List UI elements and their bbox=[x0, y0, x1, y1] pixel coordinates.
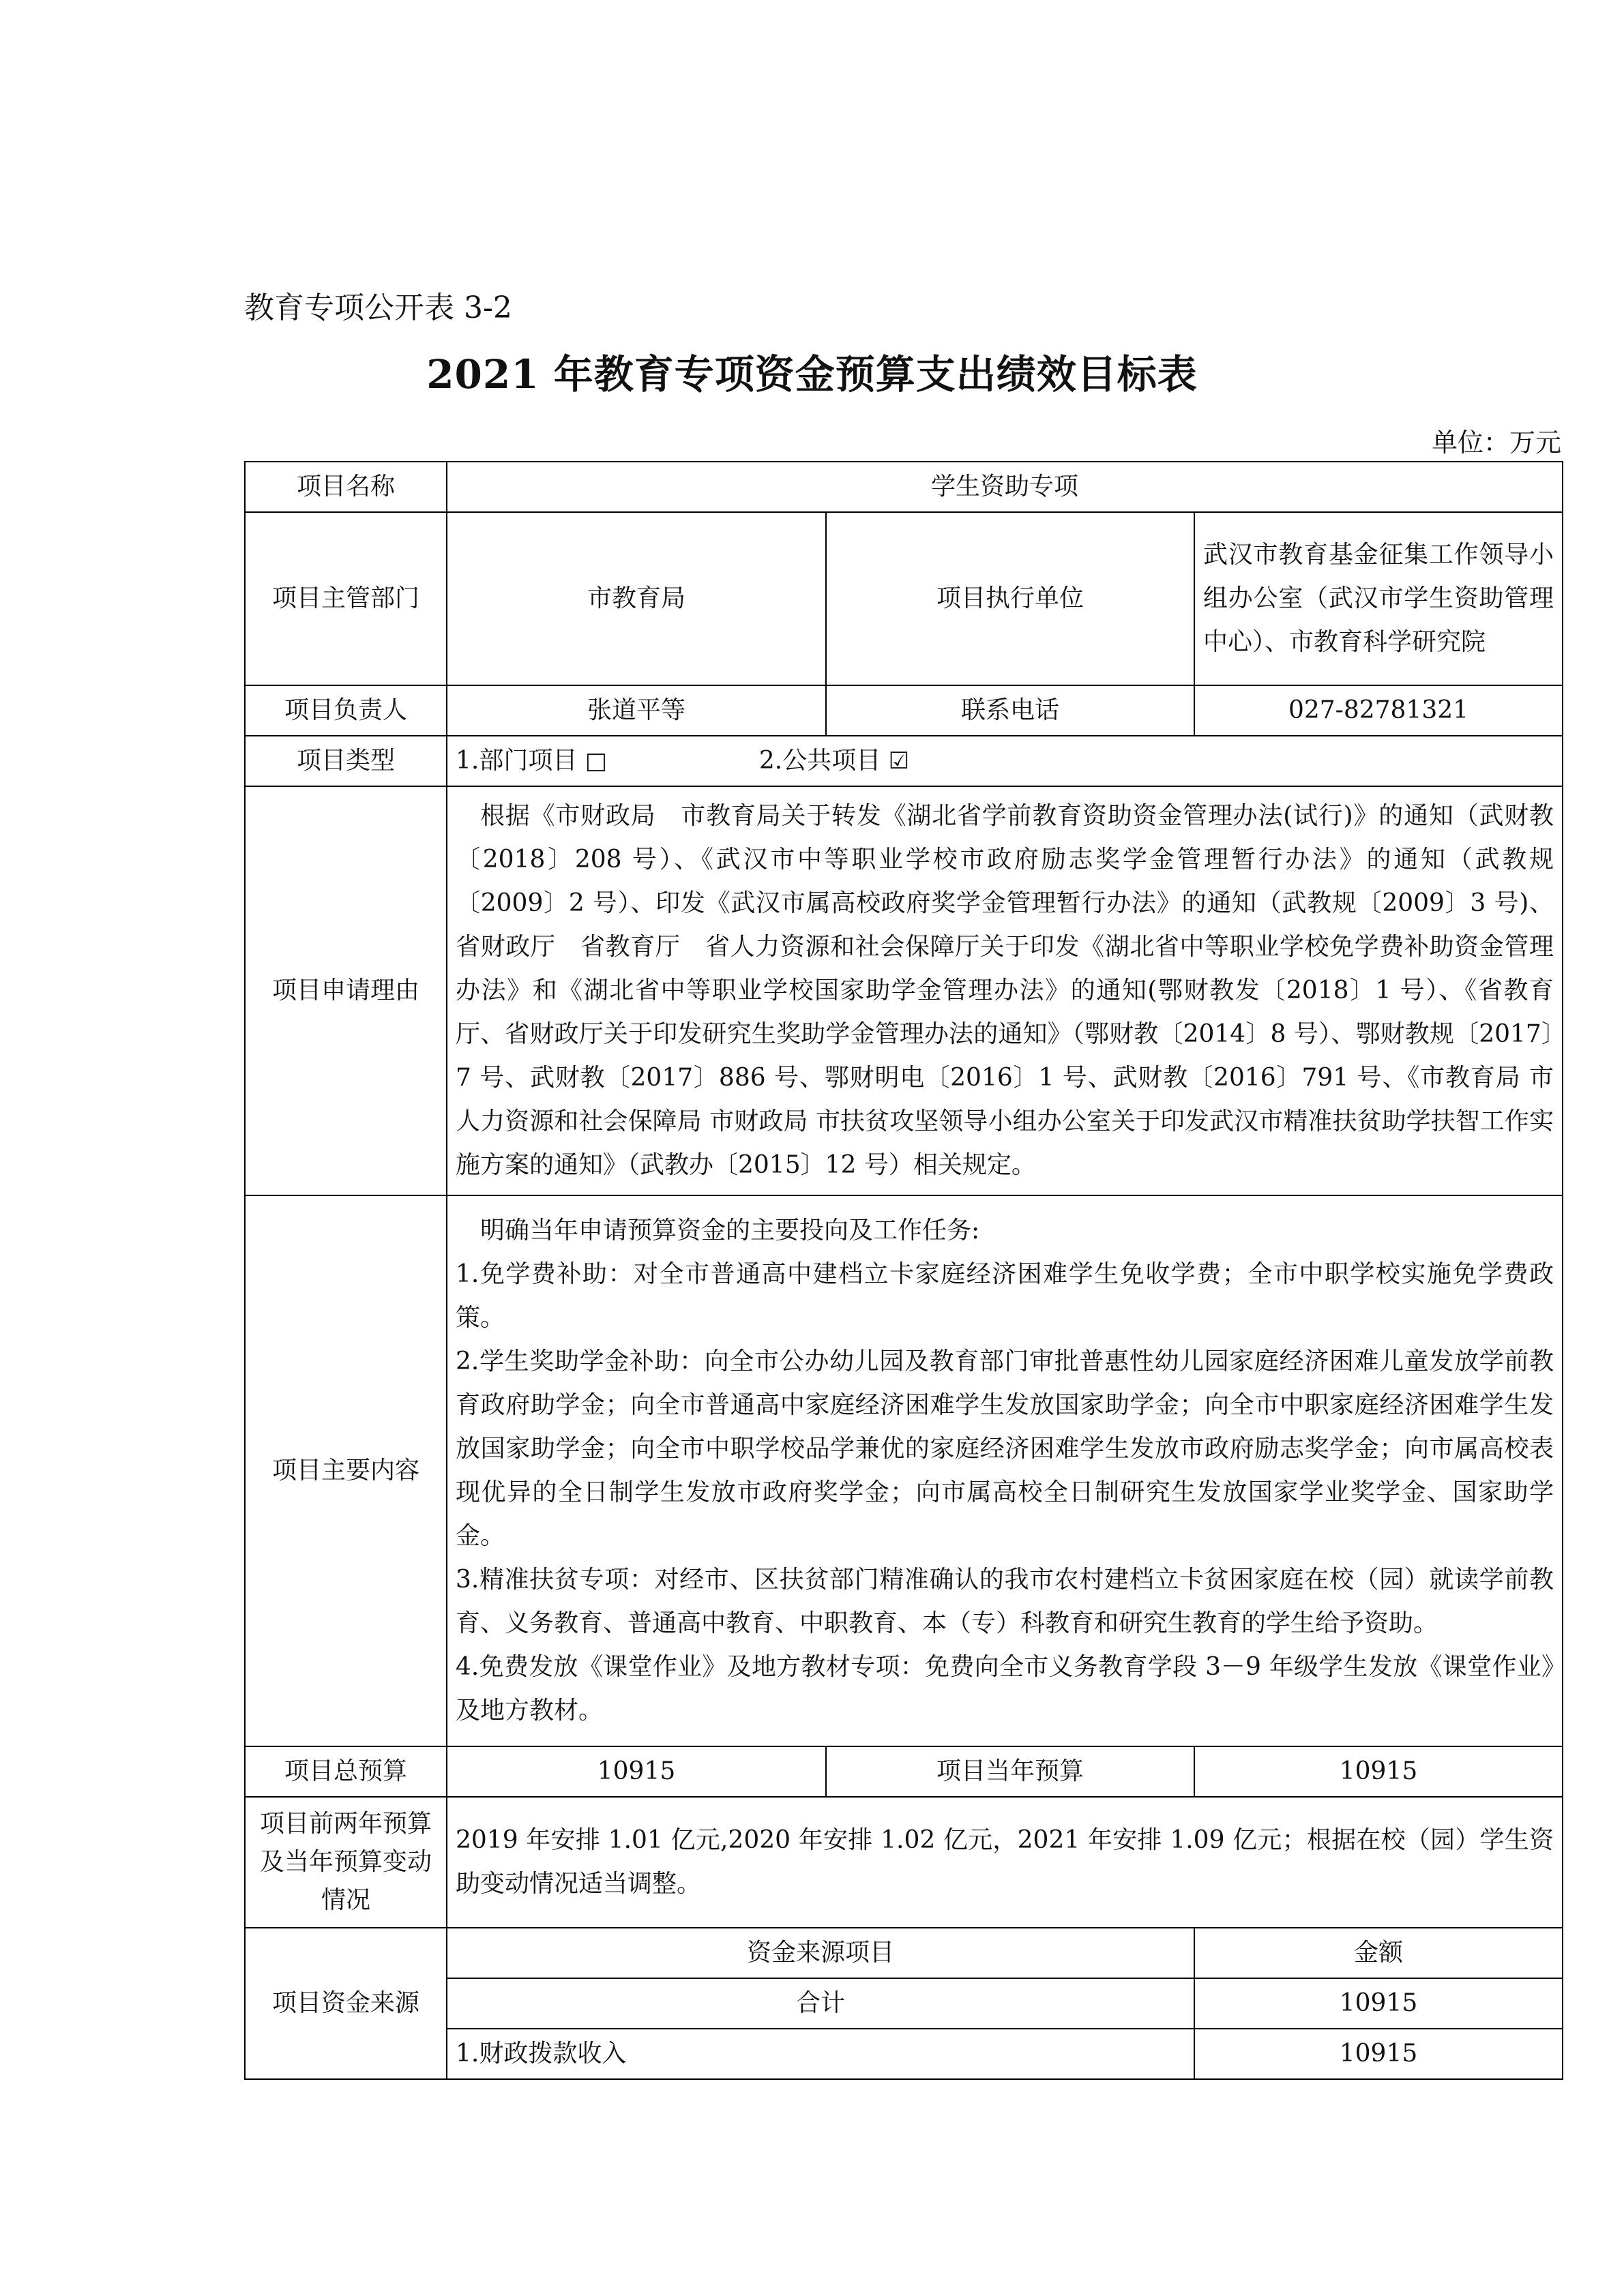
department-value: 市教育局 bbox=[447, 512, 826, 685]
project-name-value: 学生资助专项 bbox=[447, 462, 1563, 512]
phone-label: 联系电话 bbox=[826, 685, 1194, 736]
row-project-name bbox=[245, 462, 1563, 512]
owner-value: 张道平等 bbox=[447, 685, 826, 736]
main-content-text bbox=[447, 1195, 1563, 1746]
content-item-1: 1.免学费补助：对全市普通高中建档立卡家庭经济困难学生免收学费；全市中职学校实施免学费政策。 bbox=[456, 1260, 1554, 1332]
content-intro: 明确当年申请预算资金的主要投向及工作任务: bbox=[480, 1217, 980, 1244]
content-item-4: 4.免费发放《课堂作业》及地方教材专项：免费向全市义务教育学段 3－9 年级学生发放《课堂作业》及地方教材。 bbox=[456, 1653, 1554, 1725]
row-budget bbox=[245, 1746, 1563, 1797]
funding-total-value: 10915 bbox=[1194, 1978, 1563, 2029]
unchecked-box-icon: □ bbox=[585, 747, 607, 775]
year-budget-value: 10915 bbox=[1194, 1746, 1563, 1797]
document-title: 2021 年教育专项资金预算支出绩效目标表 bbox=[426, 351, 1198, 398]
row-funding-header bbox=[245, 1928, 1563, 1978]
project-type-label: 项目类型 bbox=[245, 736, 447, 786]
content-item-2: 2.学生奖助学金补助：向全市公办幼儿园及教育部门审批普惠性幼儿园家庭经济困难儿童发放学前教育政府助学金；向全市普通高中家庭经济困难学生发放国家助学金；向全市中职家庭经济困难学生发放国家助学金；向全市中职学校品学兼优的家庭经济困难学生发放市政府励志奖学金；向市属高校表现优异的全日制学生发放市政府奖学金；向市属高校全日制研究生发放国家学业奖学金、国家助学金。 bbox=[456, 1347, 1554, 1550]
executing-unit-label: 项目执行单位 bbox=[826, 512, 1194, 685]
project-type-options bbox=[447, 736, 1563, 786]
checked-box-icon: ☑ bbox=[888, 747, 910, 775]
project-name-label: 项目名称 bbox=[245, 462, 447, 512]
row-budget-change bbox=[245, 1797, 1563, 1928]
main-content-label: 项目主要内容 bbox=[245, 1195, 447, 1746]
year-budget-label: 项目当年预算 bbox=[826, 1746, 1194, 1797]
phone-value: 027-82781321 bbox=[1194, 685, 1563, 736]
funding-source-label: 项目资金来源 bbox=[245, 1928, 447, 2079]
option-public-project: 2.公共项目 bbox=[758, 747, 881, 775]
budget-table bbox=[244, 461, 1563, 2080]
executing-unit-value: 武汉市教育基金征集工作领导小组办公室（武汉市学生资助管理中心）、市教育科学研究院 bbox=[1194, 512, 1563, 685]
department-label: 项目主管部门 bbox=[245, 512, 447, 685]
funding-item-column-header: 资金来源项目 bbox=[447, 1928, 1194, 1978]
funding-total-label: 合计 bbox=[447, 1978, 1194, 2029]
application-reason-text: 根据《市财政局 市教育局关于转发《湖北省学前教育资助资金管理办法(试行)》的通知（武财教〔2018〕208 号）、《武汉市中等职业学校市政府励志奖学金管理暂行办法》的通知（武教规〔2009〕2 号）、印发《武汉市属高校政府奖学金管理暂行办法》的通知（武教规〔2009〕3 号)、省财政厅 省教育厅 省人力资源和社会保障厅关于印发《湖北省中等职业学校免学费补助资金管理办法》和《湖北省中等职业学校国家助学金管理办法》的通知(鄂财教发〔2018〕1 号）、《省教育厅、省财政厅关于印发研究生奖助学金管理办法的通知》（鄂财教〔2014〕8 号）、鄂财教规〔2017〕7 号、武财教〔2017〕886 号、鄂财明电〔2016〕1 号、武财教〔2016〕791 号、《市教育局 市人力资源和社会保障局 市财政局 市扶贫攻坚领导小组办公室关于印发武汉市精准扶贫助学扶智工作实施方案的通知》（武教办〔2015〕12 号）相关规定。 bbox=[447, 786, 1563, 1195]
total-budget-value: 10915 bbox=[447, 1746, 826, 1797]
row-main-content bbox=[245, 1195, 1563, 1746]
row-department bbox=[245, 512, 1563, 685]
row-owner bbox=[245, 685, 1563, 736]
total-budget-label: 项目总预算 bbox=[245, 1746, 447, 1797]
amount-column-header: 金额 bbox=[1194, 1928, 1563, 1978]
option-department-project: 1.部门项目 bbox=[456, 747, 578, 775]
unit-label: 单位：万元 bbox=[1431, 428, 1561, 458]
owner-label: 项目负责人 bbox=[245, 685, 447, 736]
row-application-reason bbox=[245, 786, 1563, 1195]
budget-change-label: 项目前两年预算及当年预算变动情况 bbox=[245, 1797, 447, 1928]
funding-item-label: 1.财政拨款收入 bbox=[447, 2029, 1194, 2079]
funding-item-value: 10915 bbox=[1194, 2029, 1563, 2079]
content-item-3: 3.精准扶贫专项：对经市、区扶贫部门精准确认的我市农村建档立卡贫困家庭在校（园）就读学前教育、义务教育、普通高中教育、中职教育、本（专）科教育和研究生教育的学生给予资助。 bbox=[456, 1566, 1554, 1637]
application-reason-label: 项目申请理由 bbox=[245, 786, 447, 1195]
row-project-type bbox=[245, 736, 1563, 786]
budget-change-text: 2019 年安排 1.01 亿元,2020 年安排 1.02 亿元，2021 年安排 1.09 亿元；根据在校（园）学生资助变动情况适当调整。 bbox=[447, 1797, 1563, 1928]
table-label: 教育专项公开表 3-2 bbox=[244, 290, 512, 325]
